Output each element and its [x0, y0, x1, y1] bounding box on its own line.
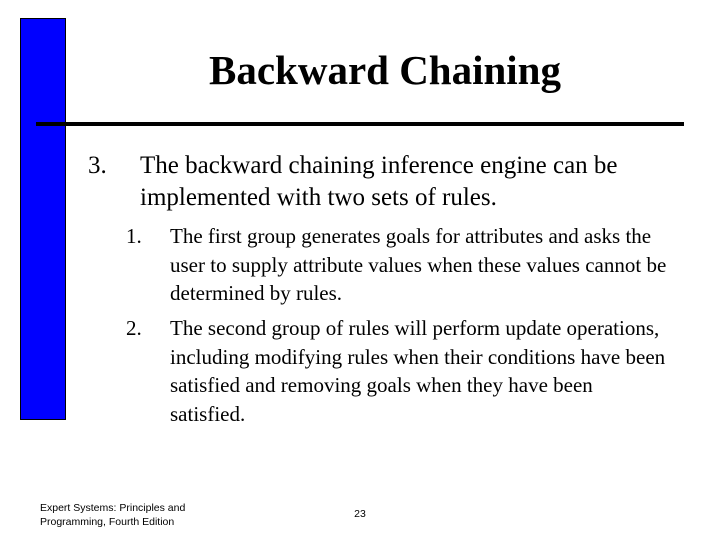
blue-accent-bar: [20, 18, 66, 420]
sub-item-number: 1.: [126, 224, 142, 248]
sub-item-text: The first group generates goals for attributes and asks the user to supply attribute values when these values cannot be determined by rules.: [170, 224, 667, 305]
title-divider: [36, 122, 684, 126]
sub-item-text: The second group of rules will perform update operations, including modifying rules when their conditions have been satisfied and removing goals when they have been satisfied.: [170, 316, 666, 426]
footer-source: [40, 501, 240, 529]
slide-title: Backward Chaining: [208, 47, 561, 93]
footer-line: Expert Systems: Principles and: [40, 502, 186, 514]
sub-item-number: 2.: [126, 316, 142, 340]
main-item-text: The backward chaining inference engine can be implemented with two sets of rules.: [140, 152, 618, 211]
footer-line: Programming, Fourth Edition: [40, 516, 175, 528]
page-number: 23: [354, 508, 366, 520]
main-item-number: 3.: [88, 152, 107, 179]
